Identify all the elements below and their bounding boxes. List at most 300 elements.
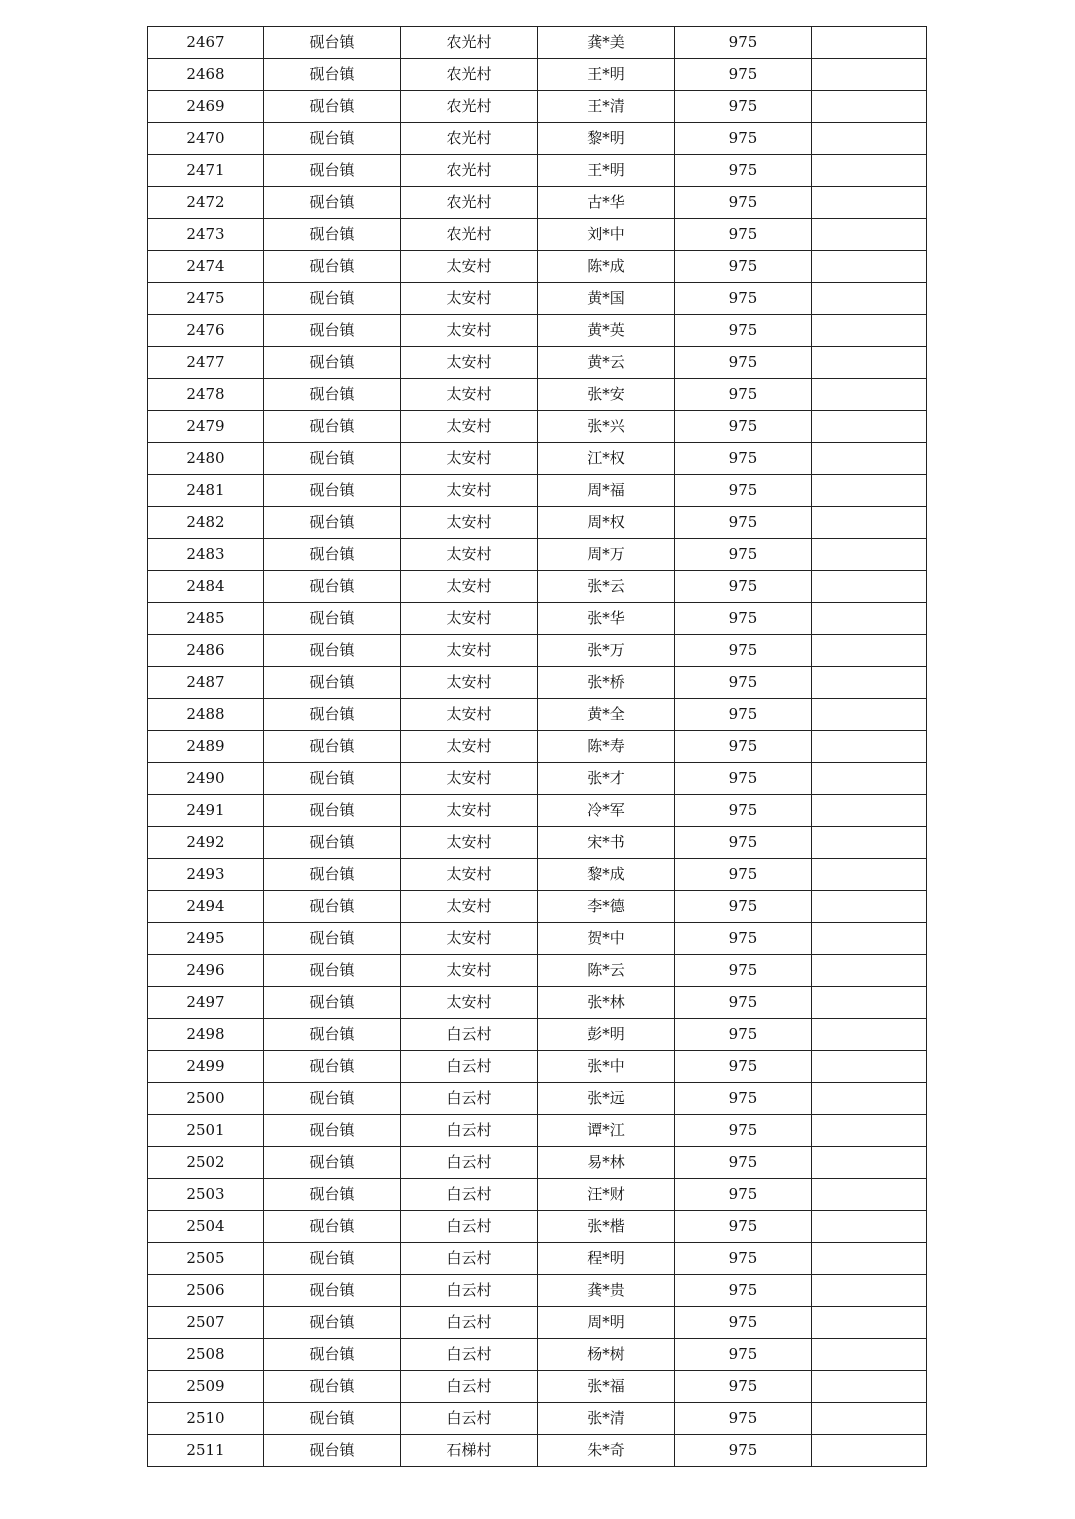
village-cell: 太安村 bbox=[401, 891, 538, 923]
town-cell: 砚台镇 bbox=[264, 507, 401, 539]
village-cell: 太安村 bbox=[401, 411, 538, 443]
name-cell: 黄*云 bbox=[538, 347, 675, 379]
amount-cell: 975 bbox=[675, 1339, 812, 1371]
serial-number-cell: 2509 bbox=[148, 1371, 264, 1403]
name-cell: 黄*国 bbox=[538, 283, 675, 315]
town-cell: 砚台镇 bbox=[264, 1339, 401, 1371]
name-cell: 张*楷 bbox=[538, 1211, 675, 1243]
serial-number-cell: 2507 bbox=[148, 1307, 264, 1339]
serial-number-cell: 2488 bbox=[148, 699, 264, 731]
village-cell: 白云村 bbox=[401, 1019, 538, 1051]
village-cell: 太安村 bbox=[401, 987, 538, 1019]
serial-number-cell: 2505 bbox=[148, 1243, 264, 1275]
serial-number-cell: 2492 bbox=[148, 827, 264, 859]
town-cell: 砚台镇 bbox=[264, 1147, 401, 1179]
table-row bbox=[148, 1275, 927, 1307]
village-cell: 太安村 bbox=[401, 763, 538, 795]
note-cell bbox=[812, 539, 927, 571]
amount-cell: 975 bbox=[675, 667, 812, 699]
village-cell: 太安村 bbox=[401, 827, 538, 859]
amount-cell: 975 bbox=[675, 123, 812, 155]
town-cell: 砚台镇 bbox=[264, 443, 401, 475]
town-cell: 砚台镇 bbox=[264, 155, 401, 187]
town-cell: 砚台镇 bbox=[264, 411, 401, 443]
amount-cell: 975 bbox=[675, 1115, 812, 1147]
town-cell: 砚台镇 bbox=[264, 59, 401, 91]
town-cell: 砚台镇 bbox=[264, 539, 401, 571]
note-cell bbox=[812, 763, 927, 795]
serial-number-cell: 2486 bbox=[148, 635, 264, 667]
serial-number-cell: 2502 bbox=[148, 1147, 264, 1179]
village-cell: 太安村 bbox=[401, 443, 538, 475]
table-row bbox=[148, 603, 927, 635]
town-cell: 砚台镇 bbox=[264, 1083, 401, 1115]
village-cell: 太安村 bbox=[401, 955, 538, 987]
name-cell: 张*远 bbox=[538, 1083, 675, 1115]
name-cell: 张*安 bbox=[538, 379, 675, 411]
serial-number-cell: 2497 bbox=[148, 987, 264, 1019]
note-cell bbox=[812, 123, 927, 155]
name-cell: 杨*树 bbox=[538, 1339, 675, 1371]
name-cell: 王*清 bbox=[538, 91, 675, 123]
name-cell: 龚*美 bbox=[538, 27, 675, 59]
serial-number-cell: 2468 bbox=[148, 59, 264, 91]
name-cell: 江*权 bbox=[538, 443, 675, 475]
serial-number-cell: 2469 bbox=[148, 91, 264, 123]
serial-number-cell: 2491 bbox=[148, 795, 264, 827]
village-cell: 农光村 bbox=[401, 155, 538, 187]
note-cell bbox=[812, 667, 927, 699]
amount-cell: 975 bbox=[675, 315, 812, 347]
note-cell bbox=[812, 1371, 927, 1403]
amount-cell: 975 bbox=[675, 475, 812, 507]
name-cell: 冷*军 bbox=[538, 795, 675, 827]
town-cell: 砚台镇 bbox=[264, 27, 401, 59]
amount-cell: 975 bbox=[675, 1083, 812, 1115]
amount-cell: 975 bbox=[675, 187, 812, 219]
note-cell bbox=[812, 379, 927, 411]
name-cell: 程*明 bbox=[538, 1243, 675, 1275]
table-row bbox=[148, 1019, 927, 1051]
town-cell: 砚台镇 bbox=[264, 795, 401, 827]
table-row bbox=[148, 475, 927, 507]
serial-number-cell: 2508 bbox=[148, 1339, 264, 1371]
town-cell: 砚台镇 bbox=[264, 635, 401, 667]
table-row bbox=[148, 155, 927, 187]
note-cell bbox=[812, 187, 927, 219]
town-cell: 砚台镇 bbox=[264, 1211, 401, 1243]
town-cell: 砚台镇 bbox=[264, 379, 401, 411]
amount-cell: 975 bbox=[675, 347, 812, 379]
name-cell: 张*才 bbox=[538, 763, 675, 795]
note-cell bbox=[812, 443, 927, 475]
name-cell: 谭*江 bbox=[538, 1115, 675, 1147]
name-cell: 易*林 bbox=[538, 1147, 675, 1179]
data-table bbox=[147, 26, 927, 1467]
name-cell: 古*华 bbox=[538, 187, 675, 219]
serial-number-cell: 2511 bbox=[148, 1435, 264, 1467]
note-cell bbox=[812, 251, 927, 283]
table-row bbox=[148, 219, 927, 251]
village-cell: 太安村 bbox=[401, 315, 538, 347]
serial-number-cell: 2503 bbox=[148, 1179, 264, 1211]
town-cell: 砚台镇 bbox=[264, 187, 401, 219]
serial-number-cell: 2467 bbox=[148, 27, 264, 59]
serial-number-cell: 2495 bbox=[148, 923, 264, 955]
table-row bbox=[148, 379, 927, 411]
serial-number-cell: 2470 bbox=[148, 123, 264, 155]
village-cell: 太安村 bbox=[401, 699, 538, 731]
note-cell bbox=[812, 315, 927, 347]
town-cell: 砚台镇 bbox=[264, 571, 401, 603]
note-cell bbox=[812, 283, 927, 315]
village-cell: 太安村 bbox=[401, 283, 538, 315]
village-cell: 太安村 bbox=[401, 539, 538, 571]
amount-cell: 975 bbox=[675, 987, 812, 1019]
table-row bbox=[148, 347, 927, 379]
note-cell bbox=[812, 1211, 927, 1243]
table-row bbox=[148, 443, 927, 475]
town-cell: 砚台镇 bbox=[264, 891, 401, 923]
amount-cell: 975 bbox=[675, 699, 812, 731]
note-cell bbox=[812, 923, 927, 955]
town-cell: 砚台镇 bbox=[264, 1019, 401, 1051]
table-row bbox=[148, 59, 927, 91]
table-row bbox=[148, 1435, 927, 1467]
name-cell: 周*权 bbox=[538, 507, 675, 539]
name-cell: 贺*中 bbox=[538, 923, 675, 955]
town-cell: 砚台镇 bbox=[264, 859, 401, 891]
note-cell bbox=[812, 699, 927, 731]
village-cell: 太安村 bbox=[401, 251, 538, 283]
village-cell: 农光村 bbox=[401, 187, 538, 219]
town-cell: 砚台镇 bbox=[264, 763, 401, 795]
note-cell bbox=[812, 219, 927, 251]
town-cell: 砚台镇 bbox=[264, 1275, 401, 1307]
serial-number-cell: 2482 bbox=[148, 507, 264, 539]
note-cell bbox=[812, 1403, 927, 1435]
table-row bbox=[148, 891, 927, 923]
town-cell: 砚台镇 bbox=[264, 251, 401, 283]
note-cell bbox=[812, 91, 927, 123]
name-cell: 张*福 bbox=[538, 1371, 675, 1403]
serial-number-cell: 2487 bbox=[148, 667, 264, 699]
village-cell: 白云村 bbox=[401, 1179, 538, 1211]
village-cell: 太安村 bbox=[401, 635, 538, 667]
note-cell bbox=[812, 1051, 927, 1083]
village-cell: 太安村 bbox=[401, 475, 538, 507]
amount-cell: 975 bbox=[675, 1051, 812, 1083]
name-cell: 张*中 bbox=[538, 1051, 675, 1083]
town-cell: 砚台镇 bbox=[264, 1051, 401, 1083]
name-cell: 王*明 bbox=[538, 59, 675, 91]
serial-number-cell: 2501 bbox=[148, 1115, 264, 1147]
amount-cell: 975 bbox=[675, 219, 812, 251]
name-cell: 黎*成 bbox=[538, 859, 675, 891]
name-cell: 宋*书 bbox=[538, 827, 675, 859]
town-cell: 砚台镇 bbox=[264, 1307, 401, 1339]
note-cell bbox=[812, 891, 927, 923]
serial-number-cell: 2496 bbox=[148, 955, 264, 987]
note-cell bbox=[812, 1435, 927, 1467]
amount-cell: 975 bbox=[675, 763, 812, 795]
serial-number-cell: 2485 bbox=[148, 603, 264, 635]
village-cell: 白云村 bbox=[401, 1051, 538, 1083]
village-cell: 白云村 bbox=[401, 1115, 538, 1147]
serial-number-cell: 2506 bbox=[148, 1275, 264, 1307]
town-cell: 砚台镇 bbox=[264, 315, 401, 347]
note-cell bbox=[812, 1019, 927, 1051]
village-cell: 太安村 bbox=[401, 603, 538, 635]
table-row bbox=[148, 507, 927, 539]
amount-cell: 975 bbox=[675, 251, 812, 283]
amount-cell: 975 bbox=[675, 1243, 812, 1275]
table-row bbox=[148, 731, 927, 763]
note-cell bbox=[812, 1147, 927, 1179]
amount-cell: 975 bbox=[675, 379, 812, 411]
note-cell bbox=[812, 1275, 927, 1307]
village-cell: 太安村 bbox=[401, 347, 538, 379]
table-row bbox=[148, 1211, 927, 1243]
amount-cell: 975 bbox=[675, 507, 812, 539]
name-cell: 黎*明 bbox=[538, 123, 675, 155]
serial-number-cell: 2490 bbox=[148, 763, 264, 795]
table-row bbox=[148, 1051, 927, 1083]
table-row bbox=[148, 635, 927, 667]
amount-cell: 975 bbox=[675, 603, 812, 635]
name-cell: 张*华 bbox=[538, 603, 675, 635]
village-cell: 白云村 bbox=[401, 1275, 538, 1307]
town-cell: 砚台镇 bbox=[264, 827, 401, 859]
note-cell bbox=[812, 635, 927, 667]
amount-cell: 975 bbox=[675, 27, 812, 59]
village-cell: 农光村 bbox=[401, 219, 538, 251]
name-cell: 陈*云 bbox=[538, 955, 675, 987]
village-cell: 石梯村 bbox=[401, 1435, 538, 1467]
name-cell: 张*清 bbox=[538, 1403, 675, 1435]
amount-cell: 975 bbox=[675, 1403, 812, 1435]
note-cell bbox=[812, 955, 927, 987]
town-cell: 砚台镇 bbox=[264, 603, 401, 635]
serial-number-cell: 2474 bbox=[148, 251, 264, 283]
amount-cell: 975 bbox=[675, 1307, 812, 1339]
town-cell: 砚台镇 bbox=[264, 1403, 401, 1435]
name-cell: 陈*成 bbox=[538, 251, 675, 283]
amount-cell: 975 bbox=[675, 1211, 812, 1243]
name-cell: 王*明 bbox=[538, 155, 675, 187]
town-cell: 砚台镇 bbox=[264, 283, 401, 315]
amount-cell: 975 bbox=[675, 283, 812, 315]
village-cell: 白云村 bbox=[401, 1083, 538, 1115]
town-cell: 砚台镇 bbox=[264, 699, 401, 731]
amount-cell: 975 bbox=[675, 155, 812, 187]
note-cell bbox=[812, 987, 927, 1019]
table-row bbox=[148, 1371, 927, 1403]
table-row bbox=[148, 1243, 927, 1275]
table-row bbox=[148, 763, 927, 795]
amount-cell: 975 bbox=[675, 1435, 812, 1467]
village-cell: 农光村 bbox=[401, 27, 538, 59]
village-cell: 农光村 bbox=[401, 123, 538, 155]
table-row bbox=[148, 315, 927, 347]
note-cell bbox=[812, 59, 927, 91]
name-cell: 陈*寿 bbox=[538, 731, 675, 763]
note-cell bbox=[812, 571, 927, 603]
village-cell: 太安村 bbox=[401, 667, 538, 699]
amount-cell: 975 bbox=[675, 59, 812, 91]
note-cell bbox=[812, 1083, 927, 1115]
serial-number-cell: 2510 bbox=[148, 1403, 264, 1435]
amount-cell: 975 bbox=[675, 955, 812, 987]
amount-cell: 975 bbox=[675, 1275, 812, 1307]
village-cell: 白云村 bbox=[401, 1307, 538, 1339]
town-cell: 砚台镇 bbox=[264, 1435, 401, 1467]
name-cell: 周*明 bbox=[538, 1307, 675, 1339]
name-cell: 张*桥 bbox=[538, 667, 675, 699]
amount-cell: 975 bbox=[675, 1179, 812, 1211]
village-cell: 太安村 bbox=[401, 859, 538, 891]
table-body bbox=[148, 27, 927, 1467]
table-row bbox=[148, 923, 927, 955]
note-cell bbox=[812, 1307, 927, 1339]
note-cell bbox=[812, 603, 927, 635]
table-row bbox=[148, 1179, 927, 1211]
serial-number-cell: 2475 bbox=[148, 283, 264, 315]
village-cell: 白云村 bbox=[401, 1147, 538, 1179]
amount-cell: 975 bbox=[675, 827, 812, 859]
town-cell: 砚台镇 bbox=[264, 1371, 401, 1403]
table-row bbox=[148, 1147, 927, 1179]
town-cell: 砚台镇 bbox=[264, 1115, 401, 1147]
table-row bbox=[148, 283, 927, 315]
amount-cell: 975 bbox=[675, 571, 812, 603]
serial-number-cell: 2500 bbox=[148, 1083, 264, 1115]
town-cell: 砚台镇 bbox=[264, 347, 401, 379]
name-cell: 张*云 bbox=[538, 571, 675, 603]
name-cell: 张*万 bbox=[538, 635, 675, 667]
table-row bbox=[148, 859, 927, 891]
name-cell: 李*德 bbox=[538, 891, 675, 923]
table-row bbox=[148, 667, 927, 699]
note-cell bbox=[812, 411, 927, 443]
village-cell: 白云村 bbox=[401, 1243, 538, 1275]
serial-number-cell: 2477 bbox=[148, 347, 264, 379]
note-cell bbox=[812, 1179, 927, 1211]
serial-number-cell: 2483 bbox=[148, 539, 264, 571]
amount-cell: 975 bbox=[675, 411, 812, 443]
table-row bbox=[148, 827, 927, 859]
note-cell bbox=[812, 827, 927, 859]
table-row bbox=[148, 1403, 927, 1435]
note-cell bbox=[812, 347, 927, 379]
name-cell: 龚*贵 bbox=[538, 1275, 675, 1307]
table-row bbox=[148, 699, 927, 731]
name-cell: 周*万 bbox=[538, 539, 675, 571]
name-cell: 汪*财 bbox=[538, 1179, 675, 1211]
town-cell: 砚台镇 bbox=[264, 91, 401, 123]
table-row bbox=[148, 411, 927, 443]
table-row bbox=[148, 539, 927, 571]
name-cell: 黄*英 bbox=[538, 315, 675, 347]
town-cell: 砚台镇 bbox=[264, 1179, 401, 1211]
note-cell bbox=[812, 731, 927, 763]
town-cell: 砚台镇 bbox=[264, 475, 401, 507]
table-row bbox=[148, 1115, 927, 1147]
table-row bbox=[148, 1307, 927, 1339]
village-cell: 太安村 bbox=[401, 571, 538, 603]
town-cell: 砚台镇 bbox=[264, 123, 401, 155]
name-cell: 朱*奇 bbox=[538, 1435, 675, 1467]
name-cell: 周*福 bbox=[538, 475, 675, 507]
name-cell: 刘*中 bbox=[538, 219, 675, 251]
amount-cell: 975 bbox=[675, 1019, 812, 1051]
note-cell bbox=[812, 155, 927, 187]
serial-number-cell: 2472 bbox=[148, 187, 264, 219]
amount-cell: 975 bbox=[675, 731, 812, 763]
serial-number-cell: 2481 bbox=[148, 475, 264, 507]
serial-number-cell: 2484 bbox=[148, 571, 264, 603]
village-cell: 太安村 bbox=[401, 923, 538, 955]
village-cell: 白云村 bbox=[401, 1403, 538, 1435]
table-row bbox=[148, 955, 927, 987]
village-cell: 白云村 bbox=[401, 1211, 538, 1243]
amount-cell: 975 bbox=[675, 539, 812, 571]
note-cell bbox=[812, 507, 927, 539]
name-cell: 彭*明 bbox=[538, 1019, 675, 1051]
village-cell: 太安村 bbox=[401, 507, 538, 539]
serial-number-cell: 2494 bbox=[148, 891, 264, 923]
village-cell: 白云村 bbox=[401, 1371, 538, 1403]
town-cell: 砚台镇 bbox=[264, 731, 401, 763]
table-row bbox=[148, 251, 927, 283]
serial-number-cell: 2480 bbox=[148, 443, 264, 475]
name-cell: 张*林 bbox=[538, 987, 675, 1019]
amount-cell: 975 bbox=[675, 635, 812, 667]
serial-number-cell: 2473 bbox=[148, 219, 264, 251]
note-cell bbox=[812, 795, 927, 827]
note-cell bbox=[812, 1339, 927, 1371]
village-cell: 太安村 bbox=[401, 795, 538, 827]
name-cell: 张*兴 bbox=[538, 411, 675, 443]
table-row bbox=[148, 1083, 927, 1115]
serial-number-cell: 2493 bbox=[148, 859, 264, 891]
amount-cell: 975 bbox=[675, 923, 812, 955]
serial-number-cell: 2476 bbox=[148, 315, 264, 347]
table-row bbox=[148, 187, 927, 219]
serial-number-cell: 2479 bbox=[148, 411, 264, 443]
serial-number-cell: 2478 bbox=[148, 379, 264, 411]
table-row bbox=[148, 571, 927, 603]
town-cell: 砚台镇 bbox=[264, 667, 401, 699]
village-cell: 农光村 bbox=[401, 59, 538, 91]
amount-cell: 975 bbox=[675, 859, 812, 891]
amount-cell: 975 bbox=[675, 1147, 812, 1179]
note-cell bbox=[812, 475, 927, 507]
table-row bbox=[148, 91, 927, 123]
table-row bbox=[148, 795, 927, 827]
amount-cell: 975 bbox=[675, 443, 812, 475]
note-cell bbox=[812, 27, 927, 59]
town-cell: 砚台镇 bbox=[264, 219, 401, 251]
village-cell: 农光村 bbox=[401, 91, 538, 123]
table-row bbox=[148, 123, 927, 155]
serial-number-cell: 2504 bbox=[148, 1211, 264, 1243]
serial-number-cell: 2471 bbox=[148, 155, 264, 187]
name-cell: 黄*全 bbox=[538, 699, 675, 731]
table-row bbox=[148, 27, 927, 59]
town-cell: 砚台镇 bbox=[264, 923, 401, 955]
village-cell: 太安村 bbox=[401, 731, 538, 763]
